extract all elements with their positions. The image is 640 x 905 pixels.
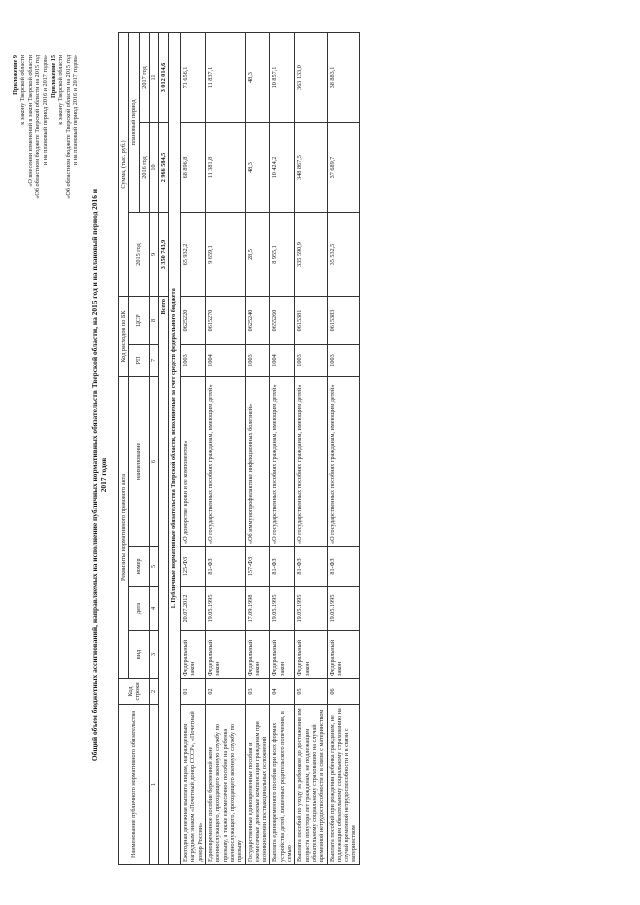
act-title: «О государственных пособиях гражданам, имеющим детей» [206,377,245,547]
col-number: 9 [149,213,158,297]
csr-code: 0615383 [327,297,359,345]
header-kbk: Код расходов по БК [119,297,129,377]
header-2015: 2015 год [129,213,150,297]
sum-2015: 9 659,1 [206,213,245,297]
sum-2016: 37 689,7 [327,123,359,213]
csr-code: 0615381 [295,297,327,345]
col-number: 11 [149,33,158,123]
act-type: Федеральный закон [245,631,270,679]
table-row [295,33,327,865]
csr-code: 0625220 [181,297,206,345]
act-type: Федеральный закон [181,631,206,679]
obligation-name: Единовременное пособие беременной жене военнослужащего, проходящего военную службу по призыву, а также ежемесячное пособие на ребенка военнослужащего, проходящего военную службу по призыву [206,705,245,865]
appendix-9-line: «О внесении изменений в закон Тверской области [26,55,34,187]
header-date: дата [129,587,150,631]
act-date: 19.05.1995 [295,587,327,631]
sum-2016: 68 896,8 [181,123,206,213]
header-sum: Сумма, (тыс. руб.) [119,33,129,297]
appendix-9-line: и на плановый период 2016 и 2017 годов» [41,55,49,166]
act-title: «О государственных пособиях гражданам, имеющим детей» [327,377,359,547]
table-row [270,33,295,865]
sum-2017: 10 857,1 [270,33,295,123]
col-number: 5 [149,547,158,587]
appendix-9-title: Приложение 9 [12,55,19,95]
act-type: Федеральный закон [295,631,327,679]
total-row [158,33,168,865]
total-2015: 3 350 743,9 [158,213,168,297]
appendix-15-line: к закону Тверской области [57,55,65,125]
header-2017: 2017 год [139,33,149,123]
total-2017: 3 012 014,6 [158,33,168,123]
act-type: Федеральный закон [327,631,359,679]
col-number: 4 [149,587,158,631]
appendix-9-header [12,55,49,199]
obligation-name: Ежегодная денежная выплата лицам, награжденным нагрудным знаком «Почетный донор СССР», «Почетный донор России» [181,705,206,865]
rp-code: 1003 [295,345,327,377]
obligation-name: Выплата пособий по уходу за ребенком до достижения им возраста полутора лет гражданам, не подлежащим обязательному социальному страхованию на случай временной нетрудоспособности и в связи с материнством [295,705,327,865]
header-name: Наименование публичного нормативного обязательства [119,705,150,865]
sum-2016: 348 867,5 [295,123,327,213]
row-code: 06 [327,679,359,705]
header-rp: РП [129,345,150,377]
header-plan-period: плановый период [129,33,139,213]
appendix-15-line: «Об областном бюджете Тверской области на 2015 год [64,55,72,199]
row-code: 05 [295,679,327,705]
csr-code: 0625240 [245,297,270,345]
obligations-table [118,32,360,865]
act-number: 81-ФЗ [206,547,245,587]
obligation-name: Выплата единовременного пособия при всех формах устройства детей, лишенных родительского попечения, в семью [270,705,295,865]
table-row [181,33,206,865]
col-number: 10 [149,123,158,213]
appendix-9-line: к закону Тверской области [19,55,27,125]
section-row [169,33,181,865]
rp-code: 1003 [327,345,359,377]
rp-code: 1004 [206,345,245,377]
table-row [245,33,270,865]
sum-2016: 11 381,8 [206,123,245,213]
col-number: 8 [149,297,158,345]
sum-2017: 71 656,1 [181,33,206,123]
act-title: «Об иммунопрофилактике инфекционных болезней» [245,377,270,547]
col-number: 7 [149,345,158,377]
act-date: 19.05.1995 [270,587,295,631]
sum-2015: 335 590,9 [295,213,327,297]
header-requisites: Реквизиты нормативного правового акта [119,377,129,679]
sum-2015: 8 955,1 [270,213,295,297]
col-number: 1 [149,705,158,865]
sum-2017: 363 133,0 [295,33,327,123]
act-title: «О государственных пособиях гражданам, имеющим детей» [295,377,327,547]
row-code: 03 [245,679,270,705]
act-title: «О донорстве крови и ее компонентов» [181,377,206,547]
act-type: Федеральный закон [270,631,295,679]
header-number: номер [129,547,150,587]
act-date: 19.05.1995 [327,587,359,631]
obligation-name: Выплата пособий при рождении ребенка гражданам, не подлежащим обязательному социальному страхованию на случай временной нетрудоспособности и в связи с материнством [327,705,359,865]
row-code: 01 [181,679,206,705]
header-2016: 2016 год [139,123,149,213]
act-number: 81-ФЗ [295,547,327,587]
appendix-15-title: Приложение 15 [50,55,57,98]
sum-2017: 48,3 [245,33,270,123]
csr-code: 0655260 [270,297,295,345]
sum-2017: 11 837,1 [206,33,245,123]
rp-code: 1004 [270,345,295,377]
rp-code: 1003 [245,345,270,377]
sum-2016: 48,3 [245,123,270,213]
table-row [206,33,245,865]
sum-2015: 35 532,5 [327,213,359,297]
act-number: 157-ФЗ [245,547,270,587]
csr-code: 0615270 [206,297,245,345]
sum-2017: 38 883,1 [327,33,359,123]
sum-2015: 65 932,2 [181,213,206,297]
total-2016: 2 966 584,5 [158,123,168,213]
section-title: 1. Публичные нормативные обязательства Тверской области, исполняемые за счет средств федерального бюджета [169,33,181,865]
header-vid: вид [129,631,150,679]
obligation-name: Государственные единовременные пособия и ежемесячные денежные компенсации гражданам при возникновении поствакцинальных осложнений [245,705,270,865]
act-number: 81-ФЗ [270,547,295,587]
table-row [327,33,359,865]
column-numbers-row [149,33,158,865]
total-label: Всего [158,297,168,865]
document-title: Общий объем бюджетных ассигнований, направляемых на исполнение публичных нормативных обязательств Тверской области, на 2015 год и на плановый период 2016 и 2017 годов [90,188,108,762]
act-date: 20.07.2012 [181,587,206,631]
act-number: 81-ФЗ [327,547,359,587]
rp-code: 1003 [181,345,206,377]
act-type: Федеральный закон [206,631,245,679]
act-date: 19.05.1995 [206,587,245,631]
sum-2016: 10 424,2 [270,123,295,213]
appendix-15-header [50,55,80,199]
col-number: 6 [149,377,158,547]
sum-2015: 28,5 [245,213,270,297]
row-code: 04 [270,679,295,705]
header-act-title: наименование [129,377,150,547]
table-body [181,33,360,865]
appendix-9-line: «Об областном бюджете Тверской области на 2015 год [34,55,42,199]
act-date: 17.09.1998 [245,587,270,631]
col-number: 3 [149,631,158,679]
act-title: «О государственных пособиях гражданам, имеющим детей» [270,377,295,547]
header-csr: ЦСР [129,297,150,345]
appendix-15-line: и на плановый период 2016 и 2017 годов» [72,55,80,166]
act-number: 125-ФЗ [181,547,206,587]
header-code: Код строки [119,679,150,705]
row-code: 02 [206,679,245,705]
col-number: 2 [149,679,158,705]
